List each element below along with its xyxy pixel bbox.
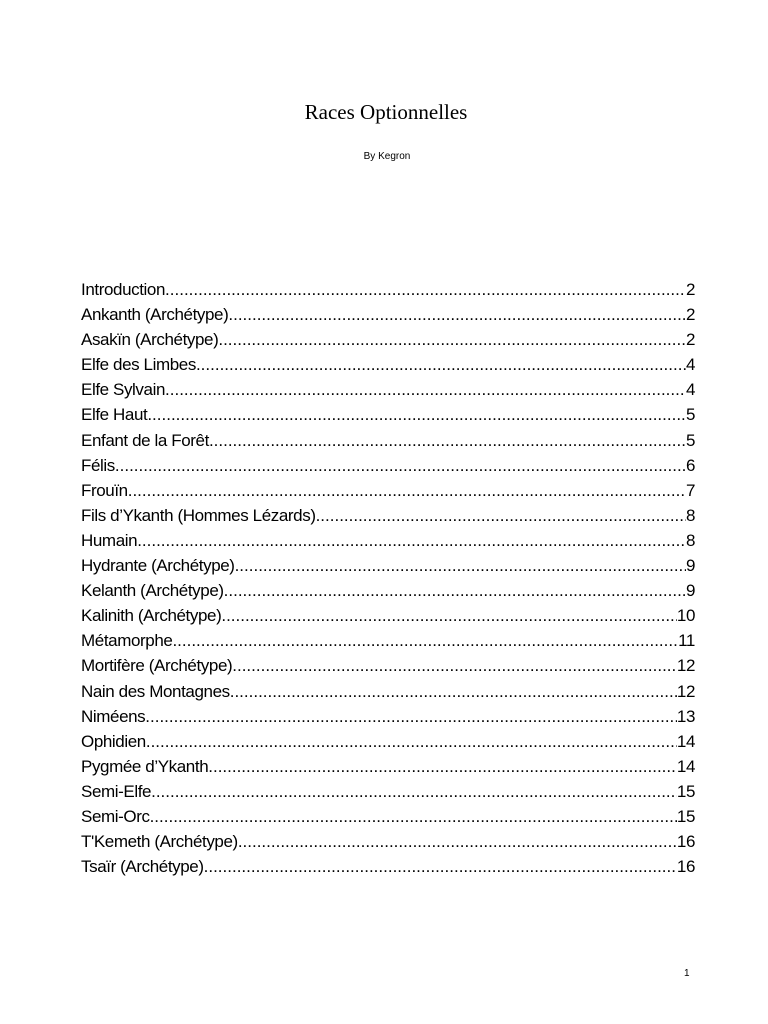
toc-entry-page: 2 [685, 330, 695, 350]
toc-entry-label: Kalinith (Archétype) [81, 606, 222, 626]
toc-entry-page: 7 [685, 480, 695, 500]
toc-entry[interactable] [81, 804, 695, 829]
toc-entry-page: 5 [685, 405, 695, 425]
toc-entry-label: Hydrante (Archétype) [81, 556, 235, 576]
toc-dot-leader [145, 704, 677, 729]
toc-dot-leader [204, 854, 677, 879]
toc-entry[interactable] [81, 302, 695, 327]
toc-entry-label: Introduction [81, 280, 166, 299]
toc-entry-label: Elfe Sylvain [81, 380, 166, 400]
toc-entry-label: Fils d’Ykanth (Hommes Lézards) [81, 505, 316, 525]
toc-entry-page: 8 [685, 530, 695, 550]
toc-entry[interactable] [81, 829, 695, 854]
toc-entry-label: Métamorphe [81, 631, 173, 651]
toc-dot-leader [209, 428, 686, 453]
toc-entry-label: Asakïn (Archétype) [81, 330, 219, 350]
toc-entry-page: 16 [676, 857, 695, 877]
toc-entry[interactable] [81, 854, 695, 879]
toc-entry-page: 11 [678, 631, 695, 651]
toc-dot-leader [165, 377, 686, 402]
toc-dot-leader [128, 478, 686, 503]
toc-entry[interactable] [81, 754, 695, 779]
toc-entry-page: 14 [676, 756, 695, 776]
toc-entry[interactable] [81, 503, 695, 528]
toc-dot-leader [147, 402, 686, 427]
toc-entry-label: Kelanth (Archétype) [81, 581, 224, 601]
toc-dot-leader [115, 453, 686, 478]
toc-entry-page: 12 [676, 656, 695, 676]
toc-entry[interactable] [81, 428, 695, 453]
toc-entry[interactable] [81, 478, 695, 503]
toc-entry-label: Mortifère (Archétype) [81, 656, 233, 676]
toc-entry[interactable] [81, 704, 695, 729]
toc-entry-page: 2 [685, 280, 695, 299]
toc-dot-leader [232, 653, 677, 678]
toc-entry-page: 4 [685, 380, 695, 400]
toc-entry-label: Pygmée d’Ykanth [81, 756, 209, 776]
toc-entry-label: Niméens [81, 706, 146, 726]
toc-dot-leader [224, 578, 686, 603]
toc-entry[interactable] [81, 352, 695, 377]
toc-dot-leader [230, 679, 677, 704]
toc-entry-label: Elfe des Limbes [81, 355, 196, 375]
toc-entry[interactable] [81, 553, 695, 578]
toc-dot-leader [137, 528, 686, 553]
toc-dot-leader [218, 327, 686, 352]
toc-entry[interactable] [81, 402, 695, 427]
toc-entry-label: Félis [81, 455, 115, 475]
toc-entry[interactable] [81, 603, 695, 628]
toc-entry[interactable] [81, 729, 695, 754]
toc-entry-label: Frouïn [81, 480, 128, 500]
toc-entry-page: 15 [676, 781, 695, 801]
toc-dot-leader [221, 603, 677, 628]
toc-dot-leader [165, 277, 686, 302]
document-author: By Kegron [363, 151, 411, 162]
toc-entry[interactable] [81, 779, 695, 804]
toc-dot-leader [316, 503, 686, 528]
toc-entry-page: 10 [676, 606, 695, 626]
toc-entry[interactable] [81, 628, 695, 653]
toc-entry-page: 15 [676, 806, 695, 826]
toc-entry-label: Humain [81, 530, 138, 550]
toc-dot-leader [238, 829, 677, 854]
toc-entry-label: T'Kemeth (Archétype) [81, 832, 238, 852]
toc-entry-page: 14 [676, 731, 695, 751]
toc-entry-label: Elfe Haut [81, 405, 148, 425]
toc-dot-leader [235, 553, 686, 578]
toc-entry[interactable] [81, 679, 695, 704]
toc-entry-page: 16 [676, 832, 695, 852]
toc-entry-page: 2 [685, 305, 695, 325]
toc-dot-leader [208, 754, 677, 779]
toc-entry-label: Tsaïr (Archétype) [81, 857, 204, 877]
toc-entry-page: 5 [685, 430, 695, 450]
toc-dot-leader [172, 628, 678, 653]
toc-entry-page: 6 [685, 455, 695, 475]
toc-entry[interactable] [81, 277, 695, 302]
toc-entry-label: Semi-Elfe [81, 781, 152, 801]
table-of-contents [81, 277, 695, 879]
toc-dot-leader [151, 779, 677, 804]
toc-entry-page: 13 [676, 706, 695, 726]
page-number: 1 [684, 968, 690, 979]
toc-entry-page: 4 [685, 355, 695, 375]
toc-entry[interactable] [81, 377, 695, 402]
toc-dot-leader [228, 302, 686, 327]
document-title: Races Optionnelles [304, 100, 468, 124]
toc-dot-leader [146, 729, 677, 754]
toc-entry-label: Nain des Montagnes [81, 681, 230, 701]
toc-entry-page: 9 [685, 556, 695, 576]
toc-entry-label: Semi-Orc [81, 806, 150, 826]
toc-entry-page: 12 [676, 681, 695, 701]
toc-entry-label: Enfant de la Forêt [81, 430, 209, 450]
toc-entry-label: Ankanth (Archétype) [81, 305, 229, 325]
toc-entry[interactable] [81, 653, 695, 678]
toc-entry[interactable] [81, 453, 695, 478]
toc-entry-page: 9 [685, 581, 695, 601]
toc-entry[interactable] [81, 578, 695, 603]
toc-entry[interactable] [81, 528, 695, 553]
toc-entry-label: Ophidien [81, 731, 146, 751]
toc-entry[interactable] [81, 327, 695, 352]
toc-dot-leader [150, 804, 677, 829]
toc-entry-page: 8 [685, 505, 695, 525]
toc-dot-leader [196, 352, 686, 377]
